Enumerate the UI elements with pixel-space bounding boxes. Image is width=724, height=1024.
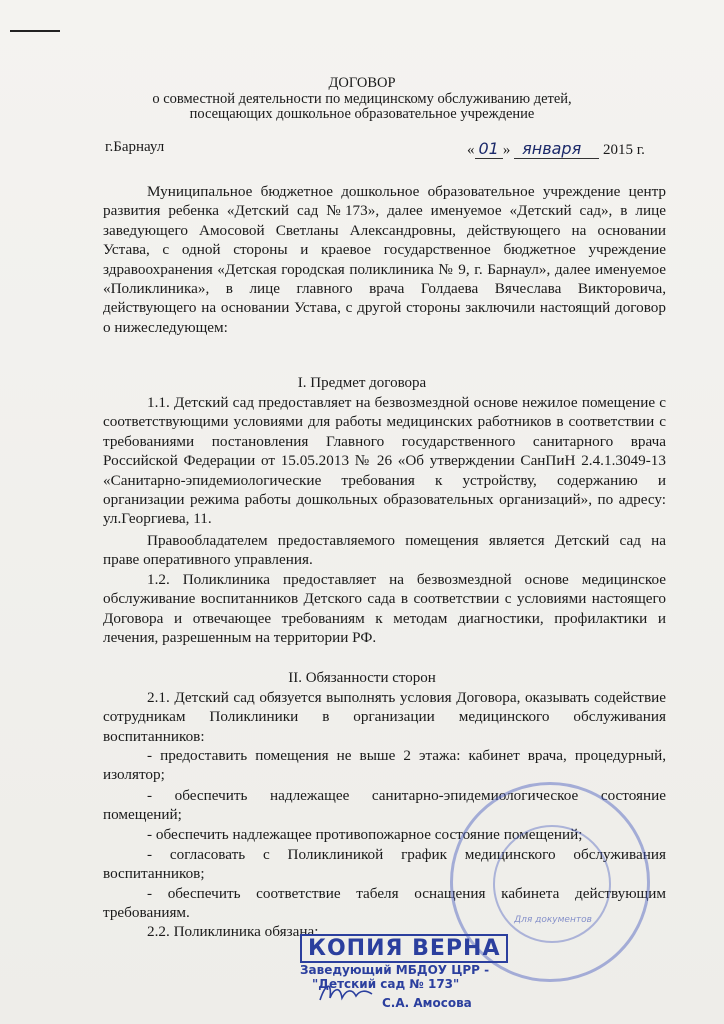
date-day: 01 <box>475 139 503 159</box>
date-month: января <box>514 139 599 159</box>
corner-mark <box>10 30 60 32</box>
document-subtitle-line1: о совместной деятельности по медицинскому обслуживанию детей, <box>152 91 572 107</box>
copy-stamp-line1: Заведующий МБДОУ ЦРР - <box>300 963 490 977</box>
obligation-item: - обеспечить надлежащее санитарно-эпидемиологическое состояние помещений; <box>103 787 666 824</box>
copy-certified-title: КОПИЯ ВЕРНА <box>300 934 508 963</box>
section1-heading: I. Предмет договора <box>297 375 427 391</box>
section2-heading: II. Обязанности сторон <box>288 670 436 686</box>
clause-2-1: 2.1. Детский сад обязуется выполнять условия Договора, оказывать содействие сотрудникам Поликлиники в организации медицинского обслуживания воспитанников: <box>103 689 666 745</box>
date-year: 2015 г. <box>602 142 645 158</box>
owner-paragraph: Правообладателем предоставляемого помещения является Детский сад на праве оперативного управления. <box>103 532 666 569</box>
clause-2-2: 2.2. Поликлиника обязана: <box>147 923 319 940</box>
obligation-item: - предоставить помещения не выше 2 этажа: кабинет врача, процедурный, изолятор; <box>103 747 666 784</box>
seal-inner-ring <box>493 825 611 943</box>
signer-name: С.А. Амосова <box>382 996 472 1010</box>
copy-stamp-line2: "Детский сад № 173" <box>312 977 460 991</box>
obligation-item: - согласовать с Поликлиникой график медицинского обслуживания воспитанников; <box>103 846 666 883</box>
date-close-quote: » <box>502 142 511 158</box>
obligation-item: - обеспечить надлежащее противопожарное состояние помещений; <box>147 826 583 843</box>
clause-1-1: 1.1. Детский сад предоставляет на безвозмездной основе нежилое помещение с соответствующими условиями для работы медицинских работников в соответствии с требованиями постановления Главного государственного санитарного врача Российской Федерации от 15.05.2013 № 26 «Об утверждении СанПиН 2.4.1.3049-13 «Санитарно-эпидемиологические требования к устройству, содержанию и организации режима работы дошкольных образовательных организаций», по адресу: ул.Георгиева, 11. <box>103 394 666 528</box>
document-title: ДОГОВОР <box>328 75 396 91</box>
clause-1-2: 1.2. Поликлиника предоставляет на безвозмездной основе медицинское обслуживание воспитанников Детского сада в соответствии с условиями настоящего Договора и отвечающее требованиям к методам диагностики, профилактики и лечения, разрешенным на территории РФ. <box>103 571 666 647</box>
preamble: Муниципальное бюджетное дошкольное образовательное учреждение центр развития ребенка «Детский сад №173», далее именуемое «Детский сад», в лице заведующего Амосовой Светланы Александровны, действующего на основании Устава, с одной стороны и краевое государственное бюджетное учреждение здравоохранения «Детская городская поликлиника № 9, г. Барнаул», далее именуемое «Поликлиника», в лице главного врача Голдаева Вячеслава Викторовича, действующего на основании Устава, с другой стороны заключили настоящий договор о нижеследующем: <box>103 183 666 336</box>
contract-date <box>467 139 645 159</box>
city: г.Барнаул <box>105 139 165 155</box>
document-subtitle-line2: посещающих дошкольное образовательное учреждение <box>189 106 535 122</box>
date-open-quote: « <box>467 142 475 158</box>
handwritten-signature <box>316 978 376 1008</box>
seal-label: Для документов <box>514 915 592 925</box>
obligation-item: - обеспечить соответствие табеля оснащения кабинета действующим требованиям. <box>103 885 666 922</box>
